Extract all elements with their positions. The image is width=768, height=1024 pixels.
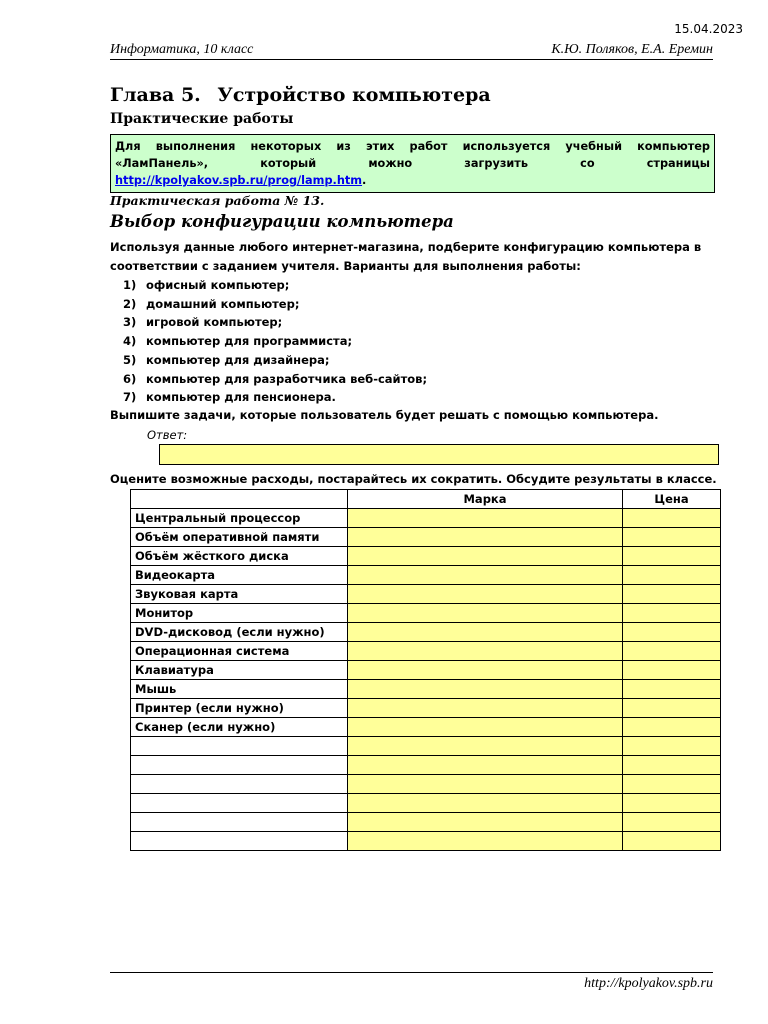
variant-item bbox=[123, 351, 427, 370]
price-input-cell[interactable] bbox=[623, 680, 721, 699]
variant-number: 1) bbox=[123, 278, 137, 292]
variant-number: 3) bbox=[123, 315, 137, 330]
table-row bbox=[131, 794, 721, 813]
brand-input-cell[interactable] bbox=[348, 813, 623, 832]
header-price: Цена bbox=[623, 490, 721, 509]
info-note bbox=[110, 134, 715, 193]
table-row bbox=[131, 509, 721, 528]
header-component bbox=[131, 490, 348, 509]
brand-input-cell[interactable] bbox=[348, 623, 623, 642]
variant-number: 2) bbox=[123, 296, 137, 311]
brand-input-cell[interactable] bbox=[348, 832, 623, 851]
price-input-cell[interactable] bbox=[623, 775, 721, 794]
table-row bbox=[131, 547, 721, 566]
price-input-cell[interactable] bbox=[623, 718, 721, 737]
component-cell: Центральный процессор bbox=[131, 509, 348, 528]
work-number: Практическая работа № 13. bbox=[110, 193, 325, 208]
variant-text: компьютер для разработчика веб-сайтов; bbox=[146, 371, 428, 386]
brand-input-cell[interactable] bbox=[348, 775, 623, 794]
variant-number: 4) bbox=[123, 334, 137, 349]
chapter-number: Глава 5. bbox=[110, 84, 201, 106]
brand-input-cell[interactable] bbox=[348, 756, 623, 775]
brand-input-cell[interactable] bbox=[348, 661, 623, 680]
price-input-cell[interactable] bbox=[623, 509, 721, 528]
component-cell bbox=[131, 775, 348, 794]
variant-number: 5) bbox=[123, 352, 137, 367]
component-cell bbox=[131, 832, 348, 851]
table-row bbox=[131, 680, 721, 699]
price-input-cell[interactable] bbox=[623, 832, 721, 851]
variant-text: игровой компьютер; bbox=[146, 315, 283, 330]
price-input-cell[interactable] bbox=[623, 661, 721, 680]
brand-input-cell[interactable] bbox=[348, 585, 623, 604]
table-row bbox=[131, 832, 721, 851]
note-text: Для выполнения некоторых из этих работ используется учебный компьютер «ЛамПанель», который можно загрузить со страницы bbox=[115, 140, 710, 170]
price-input-cell[interactable] bbox=[623, 699, 721, 718]
price-input-cell[interactable] bbox=[623, 794, 721, 813]
chapter-heading bbox=[110, 84, 491, 106]
variant-text: домашний компьютер; bbox=[146, 296, 300, 311]
work-title: Выбор конфигурации компьютера bbox=[110, 212, 454, 231]
table-row bbox=[131, 699, 721, 718]
header-brand: Марка bbox=[348, 490, 623, 509]
table-row bbox=[131, 775, 721, 794]
brand-input-cell[interactable] bbox=[348, 737, 623, 756]
component-cell bbox=[131, 737, 348, 756]
component-cell: Клавиатура bbox=[131, 661, 348, 680]
page-header bbox=[110, 42, 713, 60]
component-cell: Звуковая карта bbox=[131, 585, 348, 604]
table-row bbox=[131, 528, 721, 547]
section-subtitle: Практические работы bbox=[110, 111, 294, 127]
brand-input-cell[interactable] bbox=[348, 642, 623, 661]
price-input-cell[interactable] bbox=[623, 642, 721, 661]
estimate-text: Оцените возможные расходы, постарайтесь их сократить. Обсудите результаты в классе. bbox=[110, 472, 717, 486]
page-footer: http://kpolyakov.spb.ru bbox=[110, 972, 713, 992]
table-header-row bbox=[131, 490, 721, 509]
brand-input-cell[interactable] bbox=[348, 566, 623, 585]
brand-input-cell[interactable] bbox=[348, 699, 623, 718]
answer-input[interactable] bbox=[159, 444, 719, 465]
component-cell: Монитор bbox=[131, 604, 348, 623]
price-input-cell[interactable] bbox=[623, 585, 721, 604]
header-authors: К.Ю. Поляков, Е.А. Еремин bbox=[551, 42, 713, 57]
component-cell: Операционная система bbox=[131, 642, 348, 661]
price-input-cell[interactable] bbox=[623, 566, 721, 585]
price-input-cell[interactable] bbox=[623, 737, 721, 756]
price-input-cell[interactable] bbox=[623, 604, 721, 623]
table-row bbox=[131, 718, 721, 737]
price-input-cell[interactable] bbox=[623, 528, 721, 547]
table-row bbox=[131, 585, 721, 604]
document-date: 15.04.2023 bbox=[674, 22, 743, 36]
brand-input-cell[interactable] bbox=[348, 547, 623, 566]
variants-list bbox=[123, 276, 427, 407]
table-row bbox=[131, 813, 721, 832]
intro-text: Используя данные любого интернет-магазина, подберите конфигурацию компьютера в соответствии с заданием учителя. Варианты для выполнения работы: bbox=[110, 240, 702, 273]
component-cell bbox=[131, 756, 348, 775]
header-subject: Информатика, 10 класс bbox=[110, 42, 254, 57]
price-input-cell[interactable] bbox=[623, 813, 721, 832]
table-row bbox=[131, 661, 721, 680]
component-cell: DVD-дисковод (если нужно) bbox=[131, 623, 348, 642]
brand-input-cell[interactable] bbox=[348, 528, 623, 547]
lamp-link[interactable]: http://kpolyakov.spb.ru/prog/lamp.htm bbox=[115, 174, 363, 187]
variant-item bbox=[123, 388, 427, 407]
variant-number: 7) bbox=[123, 390, 137, 405]
table-row bbox=[131, 642, 721, 661]
brand-input-cell[interactable] bbox=[348, 680, 623, 699]
component-cell: Видеокарта bbox=[131, 566, 348, 585]
brand-input-cell[interactable] bbox=[348, 718, 623, 737]
chapter-title: Устройство компьютера bbox=[217, 84, 491, 106]
variant-item bbox=[123, 276, 427, 295]
component-cell bbox=[131, 794, 348, 813]
variant-text: офисный компьютер; bbox=[146, 278, 290, 292]
note-end: . bbox=[362, 174, 367, 187]
component-cell: Объём жёсткого диска bbox=[131, 547, 348, 566]
brand-input-cell[interactable] bbox=[348, 509, 623, 528]
table-row bbox=[131, 604, 721, 623]
variant-text: компьютер для дизайнера; bbox=[146, 352, 330, 367]
table-row bbox=[131, 623, 721, 642]
variant-text: компьютер для пенсионера. bbox=[146, 390, 336, 405]
component-cell: Принтер (если нужно) bbox=[131, 699, 348, 718]
task-text: Выпишите задачи, которые пользователь будет решать с помощью компьютера. bbox=[110, 408, 659, 422]
table-row bbox=[131, 756, 721, 775]
component-cell: Объём оперативной памяти bbox=[131, 528, 348, 547]
price-input-cell[interactable] bbox=[623, 623, 721, 642]
table-row bbox=[131, 737, 721, 756]
price-input-cell[interactable] bbox=[623, 756, 721, 775]
component-cell: Мышь bbox=[131, 680, 348, 699]
variant-item bbox=[123, 295, 427, 314]
component-cell bbox=[131, 813, 348, 832]
brand-input-cell[interactable] bbox=[348, 794, 623, 813]
component-cell: Сканер (если нужно) bbox=[131, 718, 348, 737]
variant-number: 6) bbox=[123, 371, 137, 386]
config-table bbox=[130, 489, 721, 851]
brand-input-cell[interactable] bbox=[348, 604, 623, 623]
variant-item bbox=[123, 313, 427, 332]
price-input-cell[interactable] bbox=[623, 547, 721, 566]
answer-label: Ответ: bbox=[147, 428, 188, 442]
variant-item bbox=[123, 370, 427, 389]
variant-text: компьютер для программиста; bbox=[146, 334, 353, 349]
variant-item bbox=[123, 332, 427, 351]
table-row bbox=[131, 566, 721, 585]
